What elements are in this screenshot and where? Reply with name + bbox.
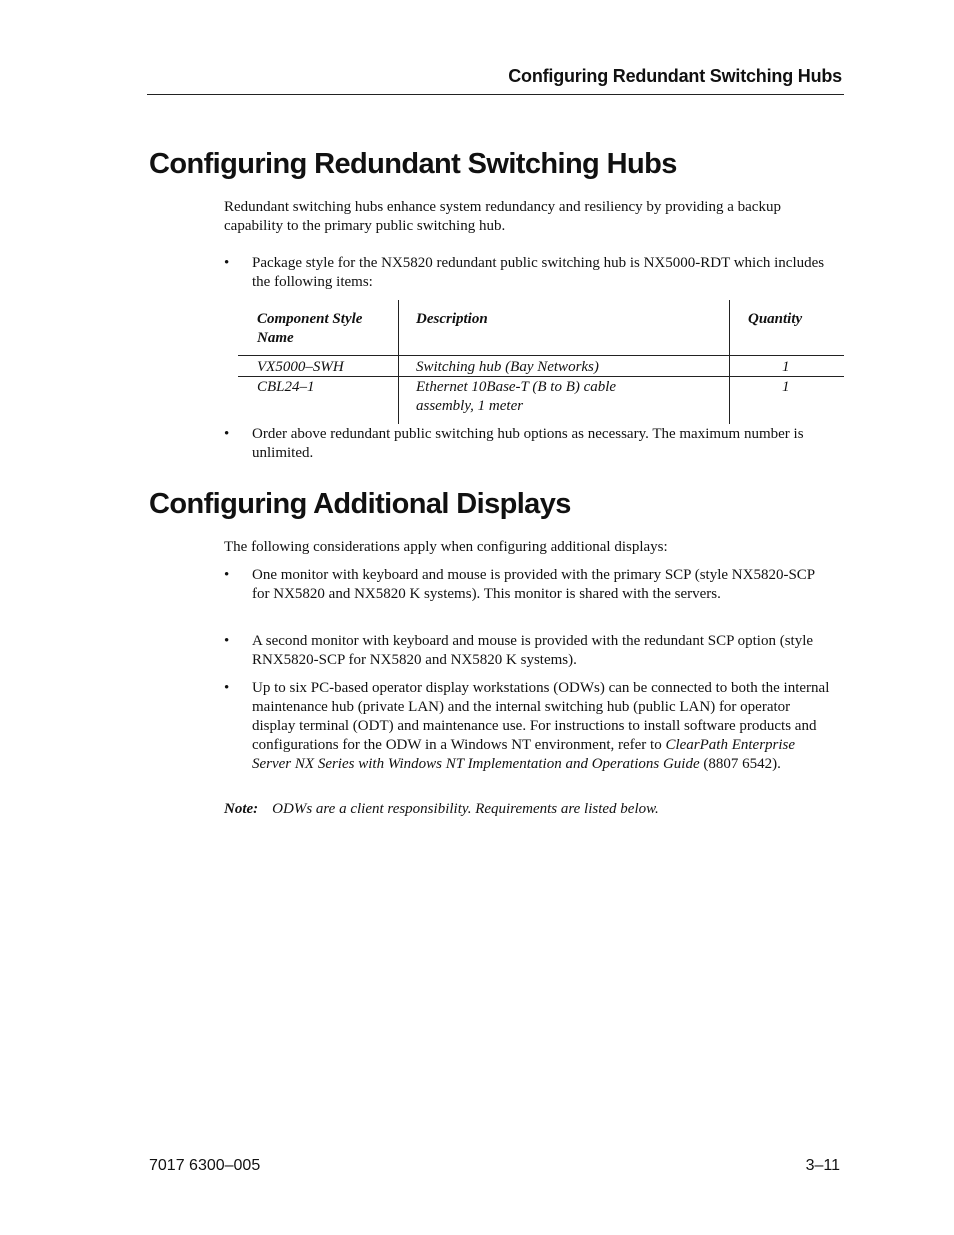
table-header-description: Description xyxy=(416,311,488,327)
running-header: Configuring Redundant Switching Hubs xyxy=(508,66,842,86)
bullet-text: A second monitor with keyboard and mouse is provided with the redundant SCP option (style RNX5820-SCP for NX5820 and NX5820 K systems). xyxy=(252,633,814,668)
bullet-text: Package style for the NX5820 redundant public switching hub is NX5000-RDT which includes the following items: xyxy=(252,255,825,290)
footer-page-number: 3–11 xyxy=(805,1157,840,1174)
note xyxy=(224,800,659,819)
bullet-text xyxy=(252,679,832,774)
section-title-redundant-hubs: Configuring Redundant Switching Hubs xyxy=(149,148,677,180)
table-cell-quantity: 1 xyxy=(782,359,790,375)
section2-intro: The following considerations apply when configuring additional displays: xyxy=(224,539,668,555)
footer-doc-number: 7017 6300–005 xyxy=(149,1157,261,1174)
table-cell-description: Ethernet 10Base-T (B to B) cable assembly, 1 meter xyxy=(416,379,617,414)
note-label: Note: xyxy=(224,801,259,817)
bullet-dot: • xyxy=(224,680,230,696)
bullet-dot: • xyxy=(224,255,230,271)
table-cell-description: Switching hub (Bay Networks) xyxy=(416,359,599,375)
table-header-rule xyxy=(238,355,844,356)
table-cell-component: VX5000–SWH xyxy=(257,359,344,375)
header-rule xyxy=(147,94,844,95)
bullet-dot: • xyxy=(224,426,230,442)
bullet-text-tail: (8807 6542). xyxy=(699,756,781,772)
section-title-additional-displays: Configuring Additional Displays xyxy=(149,488,571,520)
bullet-text: One monitor with keyboard and mouse is provided with the primary SCP (style NX5820-SCP for NX5820 and NX5820 K systems). This monitor is shared with the servers. xyxy=(252,567,815,602)
bullet-text: Order above redundant public switching hub options as necessary. The maximum number is unlimited. xyxy=(252,426,804,461)
bullet-dot: • xyxy=(224,567,230,583)
section1-intro: Redundant switching hubs enhance system redundancy and resiliency by providing a backup capability to the primary public switching hub. xyxy=(224,199,781,234)
table-header-quantity: Quantity xyxy=(748,311,803,327)
table-cell-component: CBL24–1 xyxy=(257,379,315,395)
components-table xyxy=(238,300,844,424)
table-cell-quantity: 1 xyxy=(782,379,790,395)
bullet-dot: • xyxy=(224,633,230,649)
note-text: ODWs are a client responsibility. Requirements are listed below. xyxy=(272,801,659,817)
table-column-divider xyxy=(729,300,730,424)
table-column-divider xyxy=(398,300,399,424)
table-header-component: Component Style Name xyxy=(257,311,363,346)
bullet-text-lead: Up to six PC-based operator display workstations (ODWs) can be connected to both the internal maintenance hub (private LAN) and the internal switching hub (public LAN) for operator display terminal (ODT) and maintenance use. For instructions to install software products and configurations for the ODW in a Windows NT environment, refer to xyxy=(252,680,830,753)
book-title-reference: ClearPath Enterprise Server NX Series with Windows NT Implementation and Operations Guide xyxy=(252,737,796,772)
